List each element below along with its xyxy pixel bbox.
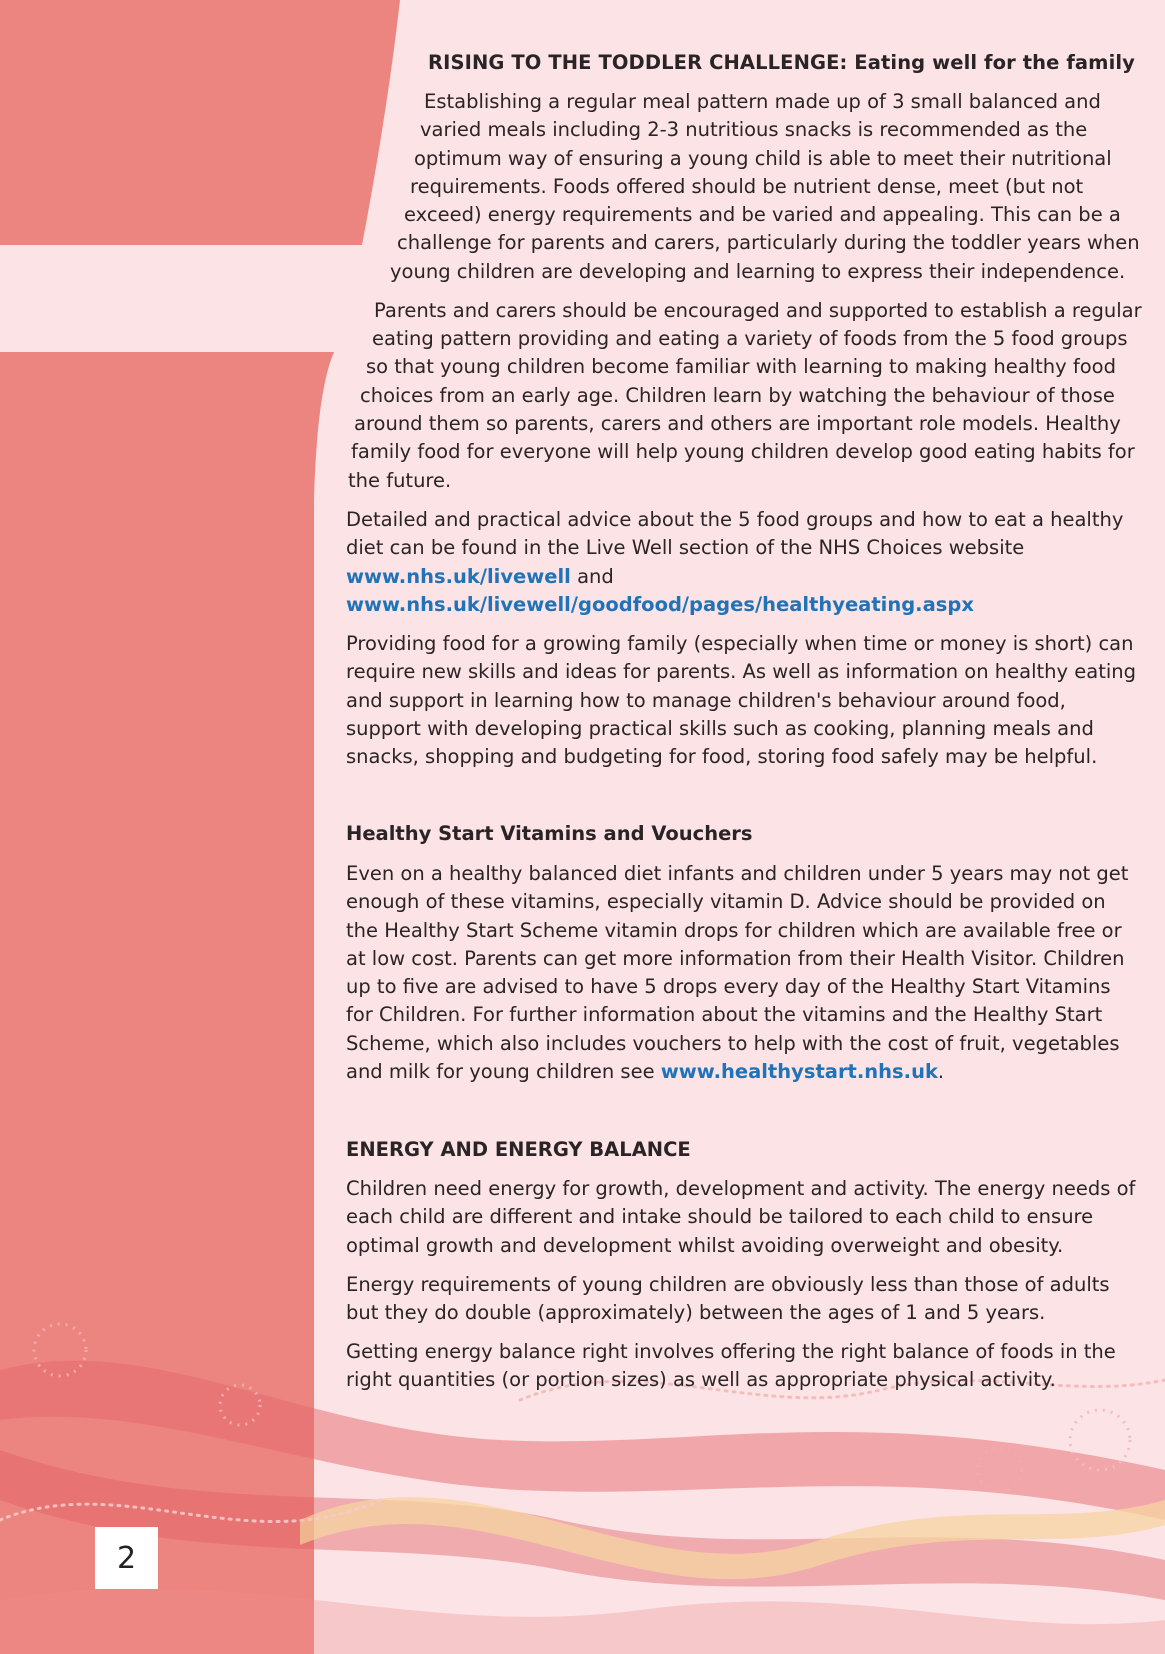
page-number: 2: [95, 1527, 158, 1589]
energy-paragraph-1: [346, 1175, 1136, 1260]
advice-and: and: [577, 564, 614, 588]
advice-text: Detailed and practical advice about the 5 food groups and how to eat a healthy diet can be found in the Live Well section of the NHS Choices website: [346, 508, 1124, 560]
parents-line: choices from an early age. Children learn by watching the behaviour of those: [360, 384, 1115, 407]
providing-text: Providing food for a growing family (especially when time or money is short) can require new skills and ideas for parents. As well as information on healthy eating and support in learning how to manage children's behaviour around food, support with developing practical skills such as cooking, planning meals and snacks, shopping and budgeting for food, storing food safely may be helpful.: [346, 632, 1136, 769]
healthystart-link[interactable]: www.healthystart.nhs.uk: [660, 1060, 938, 1084]
parents-line: so that young children become familiar with learning to making healthy food: [366, 355, 1116, 378]
energy-text-1: Children need energy for growth, development and activity. The energy needs of each child are different and intake should be tailored to each child to ensure optimal growth and development whilst avoiding overweight and obesity.: [346, 1177, 1136, 1257]
page-title: RISING TO THE TODDLER CHALLENGE: Eating well for the family: [428, 51, 1135, 74]
vitamins-heading: Healthy Start Vitamins and Vouchers: [346, 822, 753, 845]
energy-text-3: Getting energy balance right involves offering the right balance of foods in the right quantities (or portion sizes) as well as appropriate physical activity.: [346, 1340, 1116, 1392]
energy-paragraph-3: [346, 1338, 1136, 1395]
vitamins-end: .: [937, 1060, 945, 1084]
energy-paragraph-2: [346, 1271, 1136, 1328]
nhs-advice-paragraph: [346, 506, 1136, 619]
energy-text-2: Energy requirements of young children are obviously less than those of adults but they do double (approximately) between the ages of 1 and 5 years.: [346, 1273, 1110, 1325]
intro-line: exceed) energy requirements and be varied and appealing. This can be a: [404, 203, 1121, 226]
intro-line: Establishing a regular meal pattern made up of 3 small balanced and: [424, 90, 1101, 113]
vitamins-paragraph: [346, 860, 1136, 1086]
intro-line: young children are developing and learning to express their independence.: [390, 260, 1126, 283]
energy-heading: ENERGY AND ENERGY BALANCE: [346, 1138, 691, 1161]
vitamins-text: Even on a healthy balanced diet infants and children under 5 years may not get enough of these vitamins, especially vitamin D. Advice should be provided on the Healthy Start Scheme vitamin drops for children which are available free or at low cost. Parents can get more information from their Health Visitor. Children up to five are advised to have 5 drops every day of the Healthy Start Vitamins for Children. For further information about the vitamins and the Healthy Start Scheme, which also includes vouchers to help with the cost of fruit, vegetables and milk for young children see: [346, 862, 1129, 1084]
parents-line: eating pattern providing and eating a variety of foods from the 5 food groups: [372, 327, 1128, 350]
intro-line: varied meals including 2-3 nutritious snacks is recommended as the: [420, 118, 1088, 141]
healthyeating-link[interactable]: www.nhs.uk/livewell/goodfood/pages/healthyeating.aspx: [346, 592, 974, 616]
parents-line: the future.: [348, 469, 452, 492]
intro-line: optimum way of ensuring a young child is able to meet their nutritional: [414, 147, 1112, 170]
providing-food-paragraph: [346, 630, 1136, 771]
parents-line: family food for everyone will help young children develop good eating habits for: [351, 440, 1135, 463]
livewell-link[interactable]: www.nhs.uk/livewell: [346, 564, 571, 588]
intro-line: challenge for parents and carers, particularly during the toddler years when: [397, 231, 1140, 254]
parents-line: Parents and carers should be encouraged and supported to establish a regular: [374, 299, 1142, 322]
parents-line: around them so parents, carers and others are important role models. Healthy: [354, 412, 1121, 435]
intro-line: requirements. Foods offered should be nutrient dense, meet (but not: [410, 175, 1084, 198]
